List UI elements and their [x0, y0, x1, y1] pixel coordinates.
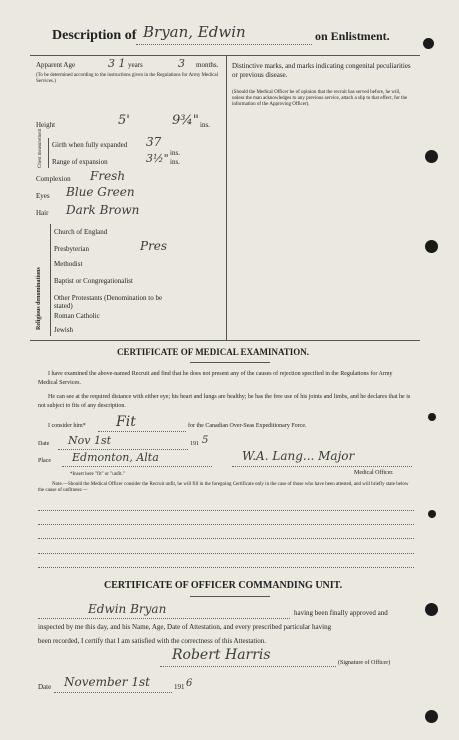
age-note: (To be determined according to the instructions given in the Regulations for Army Medical Services.): [36, 73, 218, 84]
denomination-baptist: Baptist or Congregationalist: [54, 277, 133, 285]
medical-officer-label: Medical Officer.: [354, 470, 394, 476]
officer-signature-label: (Signature of Officer): [338, 660, 391, 666]
denomination-methodist: Methodist: [54, 260, 83, 268]
girth-ins-label: ins.: [170, 149, 180, 157]
denomination-other-protestants: Other Protestants (Denomination to be stated): [54, 294, 163, 310]
officer-year-value: 6: [186, 678, 193, 689]
distinctive-marks-label: Distinctive marks, and marks indicating congenital peculiarities or previous disease.: [232, 62, 411, 79]
title-prefix: Description of: [52, 28, 137, 43]
medical-year-value: 5: [202, 435, 209, 446]
medical-para-1: I have examined the above-named Recruit and find that he does not present any of the causes of rejection specified in the Regulations for Army Medical Services.: [38, 371, 393, 386]
presbyterian-value: Pres: [140, 239, 168, 253]
months-label: months.: [196, 61, 219, 69]
insert-note: *Insert here "fit" or "unfit.": [70, 472, 125, 477]
eyes-value: Blue Green: [66, 185, 135, 199]
denomination-church-of-england: Church of England: [54, 228, 108, 236]
hair-value: Dark Brown: [66, 203, 140, 217]
medical-note: Note.—Should the Medical Officer consider the Recruit unfit, he will fill in the foregoing Certificate only in the case of those who have been attested, and will briefly state below the cause of unfitness:—: [38, 482, 409, 493]
medical-para-2: He can see at the required distance with either eye; his heart and lungs are healthy; he has the free use of his joints and limbs, and he declares that he is not subject to fits of any description.: [38, 394, 411, 409]
age-months-value: 3: [178, 57, 185, 70]
medical-date-label: Date: [38, 441, 50, 447]
medical-year-prefix: 191: [190, 441, 199, 447]
officer-year-prefix: 191: [174, 683, 185, 691]
punch-hole: [428, 510, 436, 518]
officer-heading: CERTIFICATE OF OFFICER COMMANDING UNIT.: [104, 580, 343, 591]
medical-date-value: Nov 1st: [68, 434, 112, 447]
eyes-label: Eyes: [36, 192, 50, 200]
punch-hole: [428, 413, 436, 421]
range-value: 3½": [146, 152, 169, 165]
hair-label: Hair: [36, 209, 49, 217]
height-ins-label: ins.: [200, 121, 210, 129]
officer-text-2: inspected by me this day, and his Name, Age, Date of Attestation, and every prescribed particular having: [38, 623, 332, 631]
punch-hole: [423, 38, 434, 49]
medical-place-label: Place: [38, 458, 51, 464]
apparent-age-label: Apparent Age: [36, 61, 76, 69]
punch-hole: [425, 710, 438, 723]
girth-label: Girth when fully expanded: [52, 141, 128, 149]
punch-hole: [425, 240, 438, 253]
complexion-label: Complexion: [36, 175, 71, 183]
title-suffix: on Enlistment.: [315, 29, 390, 43]
height-feet-value: 5': [118, 113, 130, 128]
frame-divider: [226, 55, 227, 340]
fitness-value: Fit: [116, 414, 136, 430]
officer-date-value: November 1st: [64, 675, 150, 689]
consider-suffix: for the Canadian Over-Seas Expeditionary Force.: [188, 423, 307, 429]
medical-officer-signature: W.A. Lang... Major: [242, 449, 355, 463]
recruit-name: Bryan, Edwin: [143, 23, 246, 41]
height-label: Height: [36, 121, 56, 129]
distinctive-marks-note: (Should the Medical Officer be of opinion that the recruit has served before, he will, unless the man acknowledges to any previous service, attach a slip to that effect, for the information of the Approving Officer).: [232, 90, 408, 107]
height-inches-value: 9¾": [172, 113, 199, 128]
frame-top: [30, 55, 420, 56]
frame-bottom: [30, 340, 420, 341]
consider-label: I consider him*: [48, 423, 86, 429]
denomination-jewish: Jewish: [54, 326, 74, 334]
punch-hole: [425, 603, 438, 616]
medical-heading: CERTIFICATE OF MEDICAL EXAMINATION.: [117, 347, 310, 357]
chest-label: Chest measurement: [38, 128, 43, 168]
officer-signature: Robert Harris: [172, 647, 271, 663]
age-years-value: 3 1: [108, 57, 126, 70]
officer-recruit-name: Edwin Bryan: [88, 602, 167, 616]
officer-text-1: having been finally approved and: [294, 609, 388, 617]
denomination-roman-catholic: Roman Catholic: [54, 312, 100, 320]
girth-value: 37: [146, 135, 162, 149]
medical-place-value: Edmonton, Alta: [72, 451, 159, 464]
years-label: years: [128, 61, 143, 69]
denomination-presbyterian: Presbyterian: [54, 245, 89, 253]
officer-text-3: been recorded, I certify that I am satisfied with the correctness of this Attestation.: [38, 637, 267, 645]
range-label: Range of expansion: [52, 158, 108, 166]
officer-date-label: Date: [38, 683, 52, 691]
religious-label: Religious denominations: [36, 267, 42, 330]
punch-hole: [425, 150, 438, 163]
range-ins-label: ins.: [170, 158, 180, 166]
complexion-value: Fresh: [90, 169, 126, 183]
